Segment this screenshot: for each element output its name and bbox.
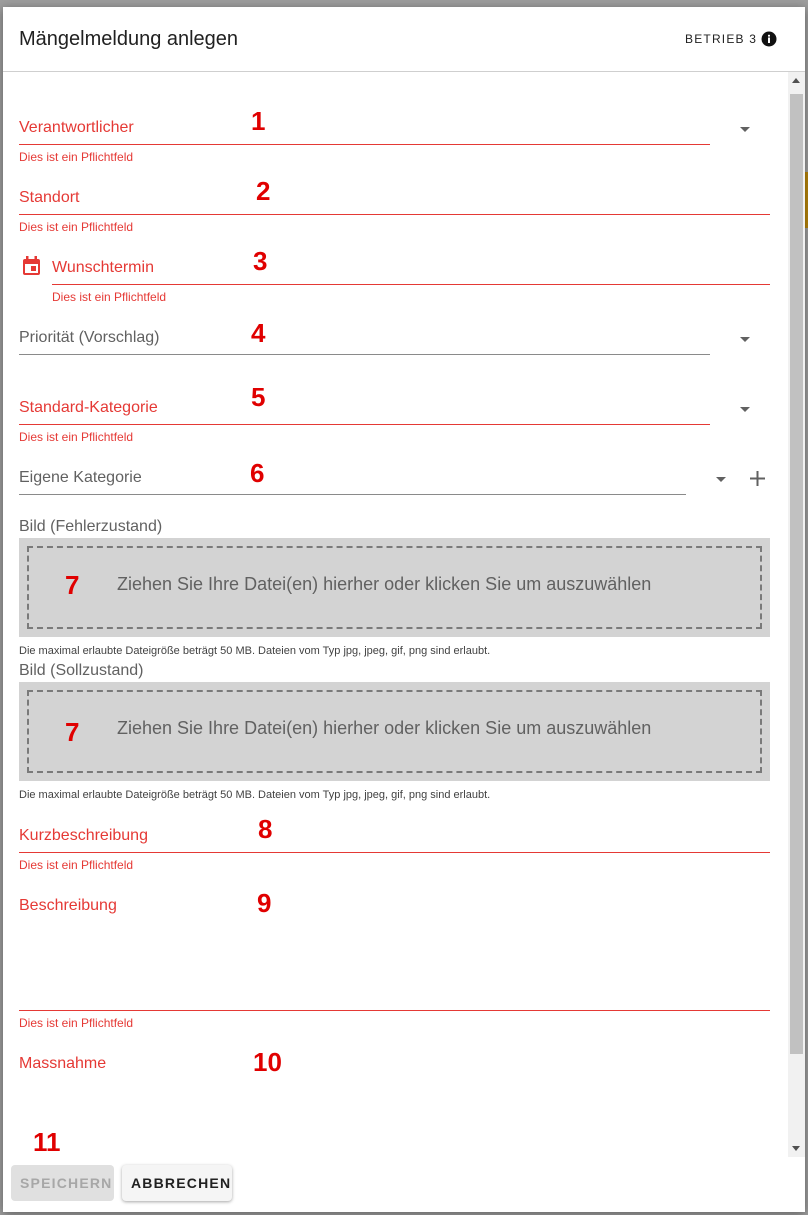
beschreibung-label: Beschreibung: [19, 897, 117, 914]
betrieb-label: BETRIEB 3: [685, 32, 758, 46]
kurzbeschreibung-input[interactable]: [19, 810, 770, 853]
info-icon[interactable]: [761, 31, 777, 47]
annotation-5: 5: [251, 382, 266, 412]
form-content: [3, 72, 805, 1152]
bild-soll-dropzone[interactable]: [19, 682, 770, 781]
bild-soll-dropzone-text: Ziehen Sie Ihre Datei(en) hierher oder klicken Sie um auszuwählen: [117, 718, 652, 738]
annotation-8: 8: [258, 814, 273, 844]
verantwortlicher-label: Verantwortlicher: [19, 119, 134, 136]
eigene-kategorie-dropdown-icon[interactable]: [716, 477, 726, 482]
scroll-down-icon[interactable]: [792, 1146, 800, 1151]
wunschtermin-input[interactable]: [52, 242, 770, 285]
annotation-7b: 7: [65, 717, 80, 747]
beschreibung-textarea[interactable]: [19, 880, 770, 1011]
standard-kategorie-label: Standard-Kategorie: [19, 399, 158, 416]
annotation-3: 3: [253, 246, 268, 276]
standort-input[interactable]: [19, 172, 770, 215]
annotation-4: 4: [251, 318, 266, 348]
annotation-2: 2: [256, 176, 271, 206]
standort-error: Dies ist ein Pflichtfeld: [19, 220, 134, 234]
massnahme-label: Massnahme: [19, 1055, 107, 1072]
verantwortlicher-dropdown-icon[interactable]: [740, 127, 750, 132]
annotation-1: 1: [251, 106, 266, 136]
bild-soll-dropzone-border: [27, 690, 762, 773]
calendar-icon[interactable]: [22, 256, 41, 276]
eigene-kategorie-select[interactable]: [19, 452, 686, 495]
save-button[interactable]: SPEICHERN: [11, 1165, 114, 1201]
kurzbeschreibung-label: Kurzbeschreibung: [19, 827, 148, 844]
prioritaet-select[interactable]: [19, 312, 710, 355]
annotation-10: 10: [253, 1047, 282, 1077]
beschreibung-error: Dies ist ein Pflichtfeld: [19, 1016, 134, 1030]
bild-fehler-dropzone-text: Ziehen Sie Ihre Datei(en) hierher oder klicken Sie um auszuwählen: [117, 574, 652, 594]
dialog-title: Mängelmeldung anlegen: [19, 28, 239, 50]
bild-fehler-hint: Die maximal erlaubte Dateigröße beträgt 50 MB. Dateien vom Typ jpg, jpeg, gif, png sind erlaubt.: [19, 645, 491, 657]
annotation-11: 11: [33, 1127, 61, 1157]
bild-fehler-label: Bild (Fehlerzustand): [19, 518, 163, 535]
verantwortlicher-select[interactable]: [19, 72, 710, 145]
annotation-9: 9: [257, 888, 272, 918]
annotation-7a: 7: [65, 570, 80, 600]
wunschtermin-error: Dies ist ein Pflichtfeld: [52, 290, 167, 304]
scrollbar[interactable]: [788, 72, 805, 1157]
bild-fehler-dropzone-border: [27, 546, 762, 629]
bild-fehler-dropzone[interactable]: [19, 538, 770, 637]
verantwortlicher-error: Dies ist ein Pflichtfeld: [19, 150, 134, 164]
standard-kategorie-dropdown-icon[interactable]: [740, 407, 750, 412]
prioritaet-label: Priorität (Vorschlag): [19, 329, 160, 346]
cancel-button[interactable]: ABBRECHEN: [122, 1165, 232, 1201]
standort-label: Standort: [19, 189, 80, 206]
standard-kategorie-select[interactable]: [19, 382, 710, 425]
annotation-6: 6: [250, 458, 265, 488]
bild-soll-hint: Die maximal erlaubte Dateigröße beträgt 50 MB. Dateien vom Typ jpg, jpeg, gif, png sind erlaubt.: [19, 789, 491, 801]
prioritaet-dropdown-icon[interactable]: [740, 337, 750, 342]
massnahme-textarea[interactable]: [19, 1038, 770, 1158]
standard-kategorie-error: Dies ist ein Pflichtfeld: [19, 430, 134, 444]
dialog: [3, 7, 805, 1212]
bild-soll-label: Bild (Sollzustand): [19, 662, 144, 679]
kurzbeschreibung-error: Dies ist ein Pflichtfeld: [19, 858, 134, 872]
wunschtermin-label: Wunschtermin: [52, 259, 154, 276]
scroll-up-icon[interactable]: [792, 78, 800, 83]
eigene-kategorie-label: Eigene Kategorie: [19, 469, 142, 486]
scroll-thumb[interactable]: [790, 94, 803, 1054]
dialog-header: [3, 7, 805, 72]
plus-icon[interactable]: [750, 471, 765, 486]
